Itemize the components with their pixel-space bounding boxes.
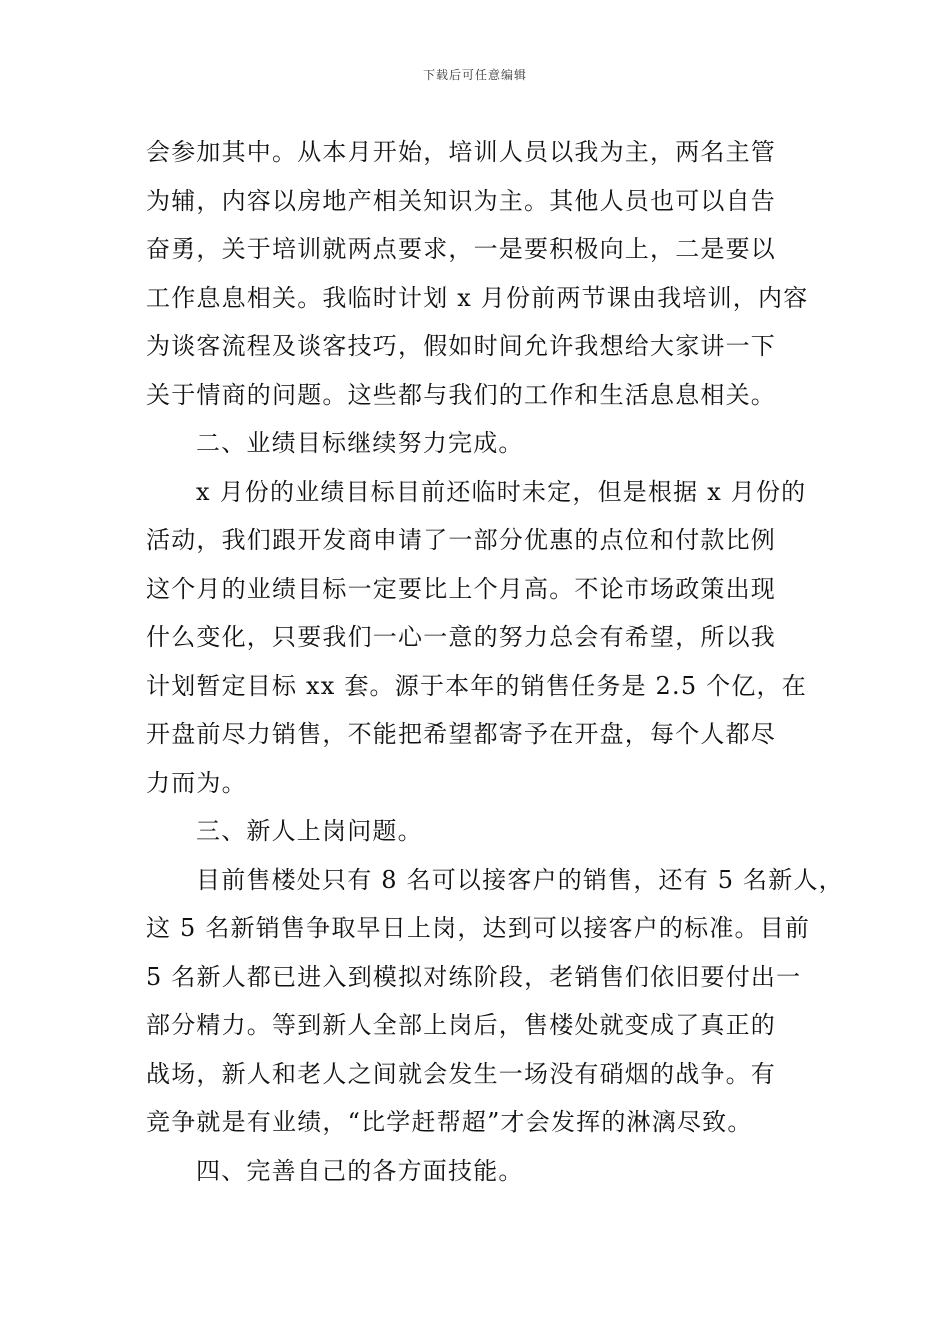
heading-line: 四、完善自己的各方面技能。 (196, 1156, 524, 1185)
paragraph-performance (146, 468, 826, 808)
text-line: 5 名新人都已进入到模拟对练阶段，老销售们依旧要付出一 (146, 962, 802, 991)
document-body (146, 128, 844, 1195)
text-line: 这个月的业绩目标一定要比上个月高。不论市场政策出现 (146, 574, 776, 603)
section-heading-new-staff (146, 807, 826, 856)
text-line: 这 5 名新销售争取早日上岗，达到可以接客户的标准。目前 (146, 914, 811, 942)
text-line: 部分精力。等到新人全部上岗后，售楼处就变成了真正的 (146, 1011, 776, 1039)
text-line: 力而为。 (146, 768, 247, 797)
text-line: 为谈客流程及谈客技巧，假如时间允许我想给大家讲一下 (146, 332, 776, 360)
heading-line: 三、新人上岗问题。 (196, 817, 423, 845)
text-line: 什么变化，只要我们一心一意的努力总会有希望，所以我 (146, 623, 776, 651)
text-line: 工作息息相关。我临时计划 x 月份前两节课由我培训，内容 (146, 283, 809, 312)
paragraph-new-staff (146, 856, 844, 1147)
text-line: 开盘前尽力销售，不能把希望都寄予在开盘，每个人都尽 (146, 720, 776, 748)
paragraph-training (146, 128, 826, 419)
text-line: 会参加其中。从本月开始，培训人员以我为主，两名主管 (146, 138, 776, 166)
text-line: x 月份的业绩目标目前还临时未定，但是根据 x 月份的 (196, 477, 807, 506)
text-line: 奋勇，关于培训就两点要求，一是要积极向上，二是要以 (146, 235, 776, 263)
page-header: 下载后可任意编辑 (422, 68, 527, 82)
text-line: 关于情商的问题。这些都与我们的工作和生活息息相关。 (146, 380, 776, 409)
heading-line: 二、业绩目标继续努力完成。 (196, 429, 524, 457)
text-line: 计划暂定目标 xx 套。源于本年的销售任务是 2.5 个亿，在 (146, 671, 807, 700)
text-line: 活动，我们跟开发商申请了一部分优惠的点位和付款比例 (146, 526, 776, 554)
section-heading-skills (146, 1147, 826, 1196)
text-line: 竞争就是有业绩，“比学赶帮超”才会发挥的淋漓尽致。 (146, 1108, 753, 1136)
section-heading-performance (146, 419, 826, 468)
text-line: 目前售楼处只有 8 名可以接客户的销售，还有 5 名新人， (196, 865, 844, 894)
text-line: 战场，新人和老人之间就会发生一场没有硝烟的战争。有 (146, 1059, 776, 1088)
text-line: 为辅，内容以房地产相关知识为主。其他人员也可以自告 (146, 186, 776, 215)
